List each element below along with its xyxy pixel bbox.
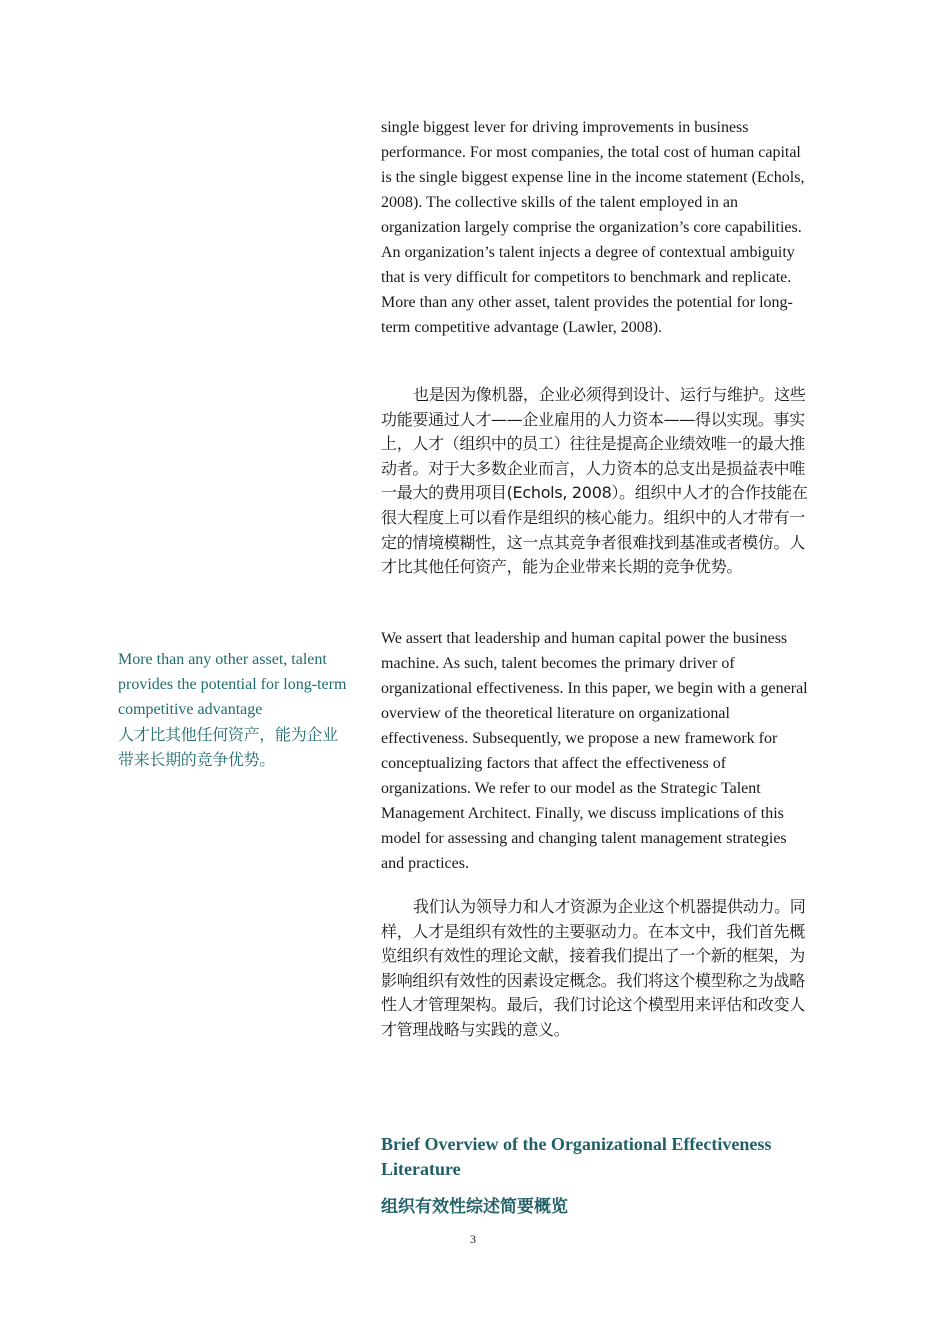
pull-quote-chinese: 人才比其他任何资产，能为企业带来长期的竞争优势。 [118,725,338,769]
section-heading-chinese: 组织有效性综述简要概览 [381,1197,568,1217]
paragraph-2-chinese: 也是因为像机器，企业必须得到设计、运行与维护。这些功能要通过人才——企业雇用的人力资本——得以实现。事实上，人才（组织中的员工）往往是提高企业绩效唯一的最大推动者。对于大多数企业而言，人力资本的总支出是损益表中唯一最大的费用项目(Echols, 2008）。组织中人才的合作技能在很大程度上可以看作是组织的核心能力。组织中的人才带有一定的情境模糊性，这一点其竞争者很难找到基准或者模仿。人才比其他任何资产，能为企业带来长期的竞争优势。 [381,385,808,577]
paragraph-3-english: We assert that leadership and human capital power the business machine. As such, talent becomes the primary driver of organizational effectiveness. In this paper, we begin with a general overview of the theoretical literature on organizational effectiveness. Subsequently, we propose a new framework for conceptualizing factors that affect the effectiveness of organizations. We refer to our model as the Strategic Talent Management Architect. Finally, we discuss implications of this model for assessing and changing talent management strategies and practices. [381,630,808,872]
pull-quote [118,647,348,772]
section-heading-english: Brief Overview of the Organizational Effectiveness Literature [381,1134,772,1179]
paragraph-1-english: single biggest lever for driving improvements in business performance. For most companies, the total cost of human capital is the single biggest expense line in the income statement (Echols, 2008). The collective skills of the talent employed in an organization largely comprise the organization’s core capabilities. An organization’s talent injects a degree of contextual ambiguity that is very difficult for competitors to benchmark and replicate. More than any other asset, talent provides the potential for long-term competitive advantage (Lawler, 2008). [381,119,805,336]
pull-quote-english: More than any other asset, talent provides the potential for long-term competitive advantage [118,651,347,718]
page-number: 3 [470,1232,476,1246]
paragraph-4-chinese: 我们认为领导力和人才资源为企业这个机器提供动力。同样，人才是组织有效性的主要驱动力。在本文中，我们首先概览组织有效性的理论文献，接着我们提出了一个新的框架，为影响组织有效性的因素设定概念。我们将这个模型称之为战略性人才管理架构。最后，我们讨论这个模型用来评估和改变人才管理战略与实践的意义。 [381,897,806,1039]
